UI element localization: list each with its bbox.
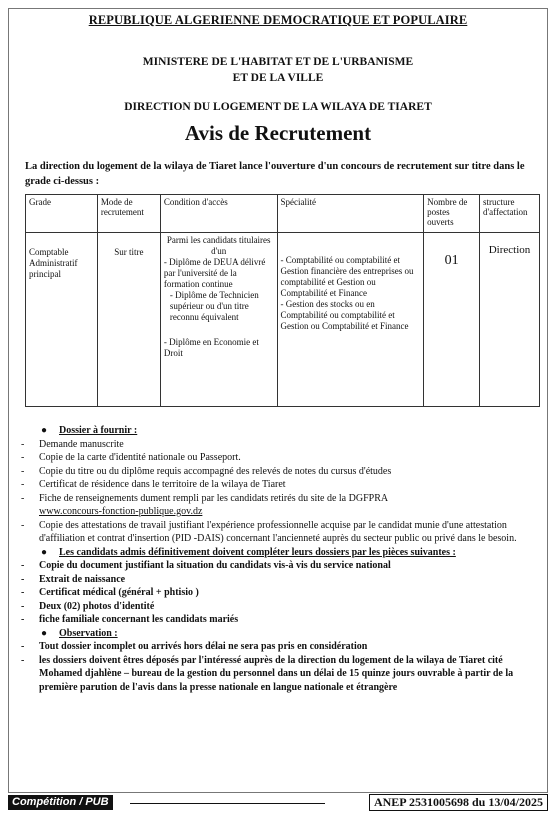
list-item: - les dossiers doivent êtres déposés par l'intéressé auprès de la direction du logement de la wilaya de Tiaret cité Mohamed djahlène – bureau de la gestion du personnel dans un délai de 15 quinze jours ouvrable à partir de la première parution de l'avis dans la presse nationale en langue nationale et étrangère: [21, 654, 514, 693]
table-row: [26, 233, 540, 407]
observation-heading: ● Observation :: [41, 627, 118, 639]
bullet-icon: ●: [41, 425, 48, 436]
cell-condition: [160, 233, 277, 407]
condition-intro: Parmi les candidats titulaires d'un: [166, 235, 271, 256]
dgfpra-link[interactable]: www.concours-fonction-publique.gov.dz: [39, 506, 203, 517]
direction-heading: DIRECTION DU LOGEMENT DE LA WILAYA DE TIARET: [124, 101, 432, 113]
list-item: - Deux (02) photos d'identité: [21, 600, 155, 612]
footer-reference: ANEP 2531005698 du 13/04/2025: [369, 794, 548, 811]
dash-icon: -: [21, 479, 25, 490]
dash-icon: -: [21, 492, 25, 504]
cell-mode: Sur titre: [97, 233, 160, 407]
dossier-heading: ● Dossier à fournir :: [41, 425, 138, 436]
cell-structure: Direction: [480, 233, 540, 407]
condition-item: - Diplôme en Economie et Droit: [163, 337, 259, 358]
dash-icon: -: [21, 573, 25, 585]
condition-item: - Diplôme de Technicien supérieur ou d'un titre reconnu équivalent: [169, 290, 259, 322]
dash-icon: -: [21, 438, 25, 450]
footer-divider: [130, 803, 325, 804]
list-item: - Demande manuscrite: [21, 438, 124, 450]
list-item: - Copie du titre ou du diplôme requis accompagné des relevés de notes du cursus d'études: [21, 465, 392, 477]
cell-nombre: 01: [424, 233, 480, 407]
list-item: - Certificat de résidence dans le territoire de la wilaya de Tiaret: [21, 479, 286, 490]
cell-grade: Comptable Administratif principal: [26, 233, 98, 407]
dash-icon: -: [21, 654, 25, 666]
dash-icon: -: [21, 452, 25, 463]
notice-title: Avis de Recrutement: [184, 121, 372, 145]
recruitment-table: [25, 194, 540, 407]
dash-icon: -: [21, 641, 25, 652]
dash-icon: -: [21, 465, 25, 477]
list-item: - Extrait de naissance: [21, 573, 126, 585]
list-item: - Tout dossier incomplet ou arrivés hors délai ne sera pas pris en considération: [21, 641, 368, 652]
intro-paragraph: La direction du logement de la wilaya de Tiaret lance l'ouverture d'un concours de recrutement sur titre dans le grade ci-dessus :: [25, 161, 525, 187]
cell-specialite: [277, 233, 424, 407]
list-item: - Fiche de renseignements dument rempli par les candidats retirés du site de la DGFPRA: [21, 492, 389, 504]
table-header-row: [26, 195, 540, 233]
dash-icon: -: [21, 519, 25, 531]
list-item: - Copie des attestations de travail justifiant l'expérience professionnelle acquise par le candidat munie d'une attestation d'affiliation et contrat d'insertion (PID -DAIS) concernant l'ancienneté auprès du secteur public ou privé dans le besoin.: [21, 519, 517, 544]
dash-icon: -: [21, 587, 25, 598]
bullet-icon: ●: [41, 627, 48, 639]
admis-heading: ● Les candidats admis définitivement doivent compléter leurs dossiers par les pièces suivantes :: [41, 546, 456, 558]
list-item: - Certificat médical (général + phtisio ): [21, 587, 199, 598]
documents-section: [19, 424, 544, 694]
ministry-heading: [9, 54, 547, 86]
ministry-line-2: ET DE LA VILLE: [232, 72, 324, 84]
list-item: - Copie de la carte d'identité nationale ou Passeport.: [21, 452, 241, 463]
dash-icon: -: [21, 614, 25, 625]
list-item: - Copie du document justifiant la situation du candidats vis-à vis du service national: [21, 560, 391, 571]
header-structure: structure d'affectation: [480, 195, 540, 233]
header-specialite: Spécialité: [277, 195, 424, 233]
header-grade: Grade: [26, 195, 98, 233]
notice-page: [8, 8, 548, 793]
specialite-item: - Gestion des stocks ou en Comptabilité ou comptabilité et Gestion ou Comptabilité et Finance: [280, 299, 409, 331]
dash-icon: -: [21, 600, 25, 612]
ministry-line-1: MINISTERE DE L'HABITAT ET DE L'URBANISME: [142, 56, 414, 68]
header-mode: Mode de recrutement: [97, 195, 160, 233]
dash-icon: -: [21, 560, 25, 571]
footer-category-label: Compétition / PUB: [8, 795, 113, 810]
specialite-item: - Comptabilité ou comptabilité et Gestion financière des entreprises ou comptabilité et Gestion ou Comptabilité et Finance: [280, 255, 414, 298]
header-condition: Condition d'accès: [160, 195, 277, 233]
header-nombre: Nombre de postes ouverts: [424, 195, 480, 233]
bullet-icon: ●: [41, 546, 48, 558]
republic-heading: REPUBLIQUE ALGERIENNE DEMOCRATIQUE ET POPULAIRE: [88, 13, 468, 27]
condition-item: - Diplôme de DEUA délivré par l'université de la formation continue: [163, 257, 266, 289]
list-item: - fiche familiale concernant les candidats mariés: [21, 614, 239, 625]
